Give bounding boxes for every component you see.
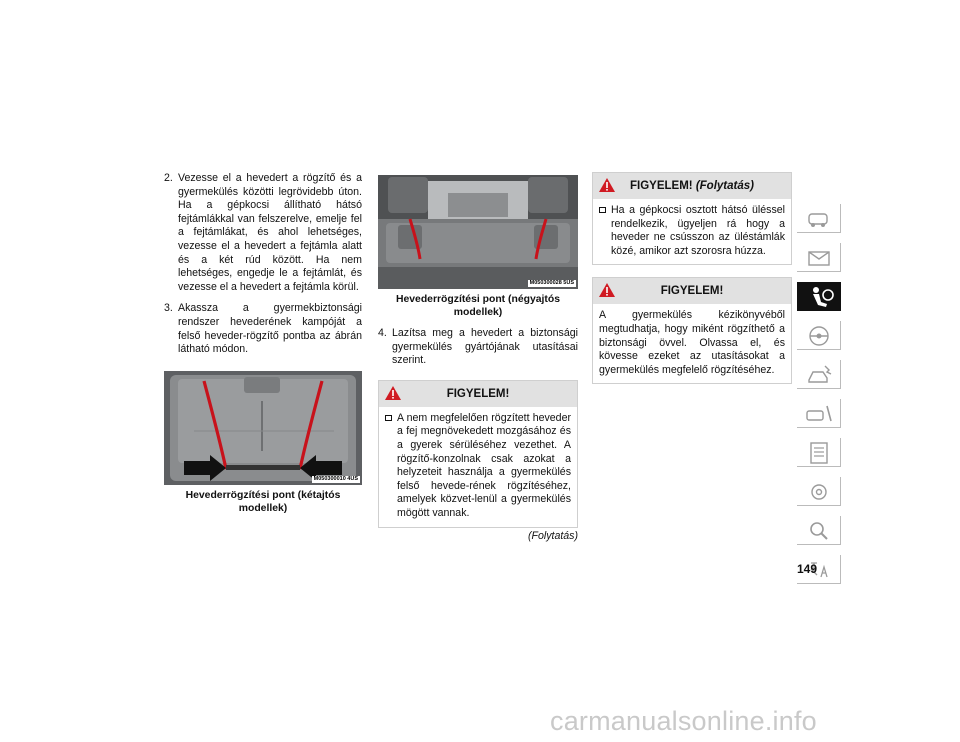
warning-text: A nem megfelelően rögzített heveder a fej megnövekedett mozgásához és a gyerek sérüléséhez vezethet. A rögzítő-konzolnak csak azokat a helyzeteit használja a gyermekülés felső hevede-rének rögzítéséhez, amelyek közvet-lenül a gyermekülés mögött vannak. [397, 411, 571, 519]
item-text: Vezesse el a hevedert a rögzítő és a gyermekülés közötti legrövidebb úton. Ha a gépkocsi állítható hátsó fejtámlákkal van felszerelve, emelje fel a fejtámlákat, és ahol lehetséges, vezesse el a hevedert a fejtámla alatt és a két rúd között. Ha nem lehetséges, engedje le a fejtámlát, és vezesse el a hevedert a fejtámla körül. [178, 172, 362, 293]
seat-rear-illustration [164, 371, 362, 485]
warning-header [593, 173, 791, 199]
item-number: 3. [164, 302, 173, 315]
item-text: Lazítsa meg a hevedert a biztonsági gyermekülés gyártójának utasításai szerint. [392, 327, 578, 367]
warning-title-suffix: (Folytatás) [695, 180, 754, 192]
search-icon [797, 516, 841, 545]
tab-multimedia[interactable] [797, 477, 841, 506]
watermark: carmanualsonline.info [550, 706, 817, 736]
warning-title: FIGYELEM! [630, 180, 693, 192]
steering-wheel-icon [797, 321, 841, 350]
tab-driving[interactable] [797, 321, 841, 350]
checklist-icon [797, 438, 841, 467]
figure-caption: Hevederrögzítési pont (kétajtós modellek) [185, 489, 341, 514]
page-number: 149 [797, 562, 818, 576]
item-text: Akassza a gyermekbiztonsági rendszer hevederének kampóját a felső heveder-rögzítő pontba az ábrán látható módon. [178, 302, 362, 356]
crash-icon [797, 360, 841, 389]
image-code: M050300010 4US [313, 475, 358, 482]
settings-icon [797, 477, 841, 506]
airbag-seat-icon [797, 282, 841, 311]
rear-cabin-illustration [378, 175, 578, 289]
warning-triangle-icon [384, 385, 402, 401]
car-dashboard-icon [797, 204, 841, 233]
warning-lights-icon [797, 243, 841, 272]
warning-body [593, 304, 791, 383]
tab-service[interactable] [797, 399, 841, 428]
warning-triangle-icon [598, 282, 616, 298]
chapter-tabs [797, 204, 841, 594]
warning-box [592, 277, 792, 384]
bullet-item [385, 412, 571, 521]
warning-header [593, 278, 791, 304]
column-middle [378, 175, 578, 543]
column-right [592, 172, 792, 384]
figure-caption: Hevederrögzítési pont (négyajtós modellek) [396, 294, 560, 318]
warning-body [379, 407, 577, 527]
bullet-square-icon [599, 207, 606, 213]
list-item [378, 327, 578, 368]
warning-box [592, 172, 792, 265]
tab-safety[interactable] [797, 282, 841, 311]
warning-body [593, 199, 791, 264]
bullet-item [599, 204, 785, 258]
list-item [164, 302, 362, 356]
warning-title: FIGYELEM! [660, 285, 724, 298]
tab-index[interactable] [797, 516, 841, 545]
warning-box [378, 380, 578, 528]
two-door-tether-photo [164, 371, 362, 485]
warning-text: Ha a gépkocsi osztott hátsó üléssel rendelkezik, ügyeljen rá hogy a heveder ne csússzon az üléstámlák közé, amikor azt szorosra húzza. [611, 204, 785, 257]
item-number: 2. [164, 172, 173, 184]
warning-header [379, 381, 577, 407]
item-number: 4. [378, 327, 387, 339]
bullet-square-icon [385, 415, 392, 421]
four-door-tether-photo [378, 175, 578, 289]
column-left [164, 172, 362, 515]
list-item [164, 172, 362, 294]
tab-emergency[interactable] [797, 360, 841, 389]
tab-specifications[interactable] [797, 438, 841, 467]
image-code: M050300028 5US [529, 280, 574, 286]
warning-triangle-icon [598, 177, 616, 193]
tab-warning-lights[interactable] [797, 243, 841, 272]
warning-title: FIGYELEM! [446, 387, 510, 400]
continued-label: (Folytatás) [527, 529, 578, 542]
tab-car-dashboard[interactable] [797, 204, 841, 233]
warning-text: A gyermekülés kézikönyvéből megtudhatja, hogy miként rögzíthető a biztonsági övvel. Olvassa el, és kövesse ezeket az utasításokat a gyermekülés megfelelő rögzítéséhez. [599, 309, 785, 376]
service-tools-icon [797, 399, 841, 428]
